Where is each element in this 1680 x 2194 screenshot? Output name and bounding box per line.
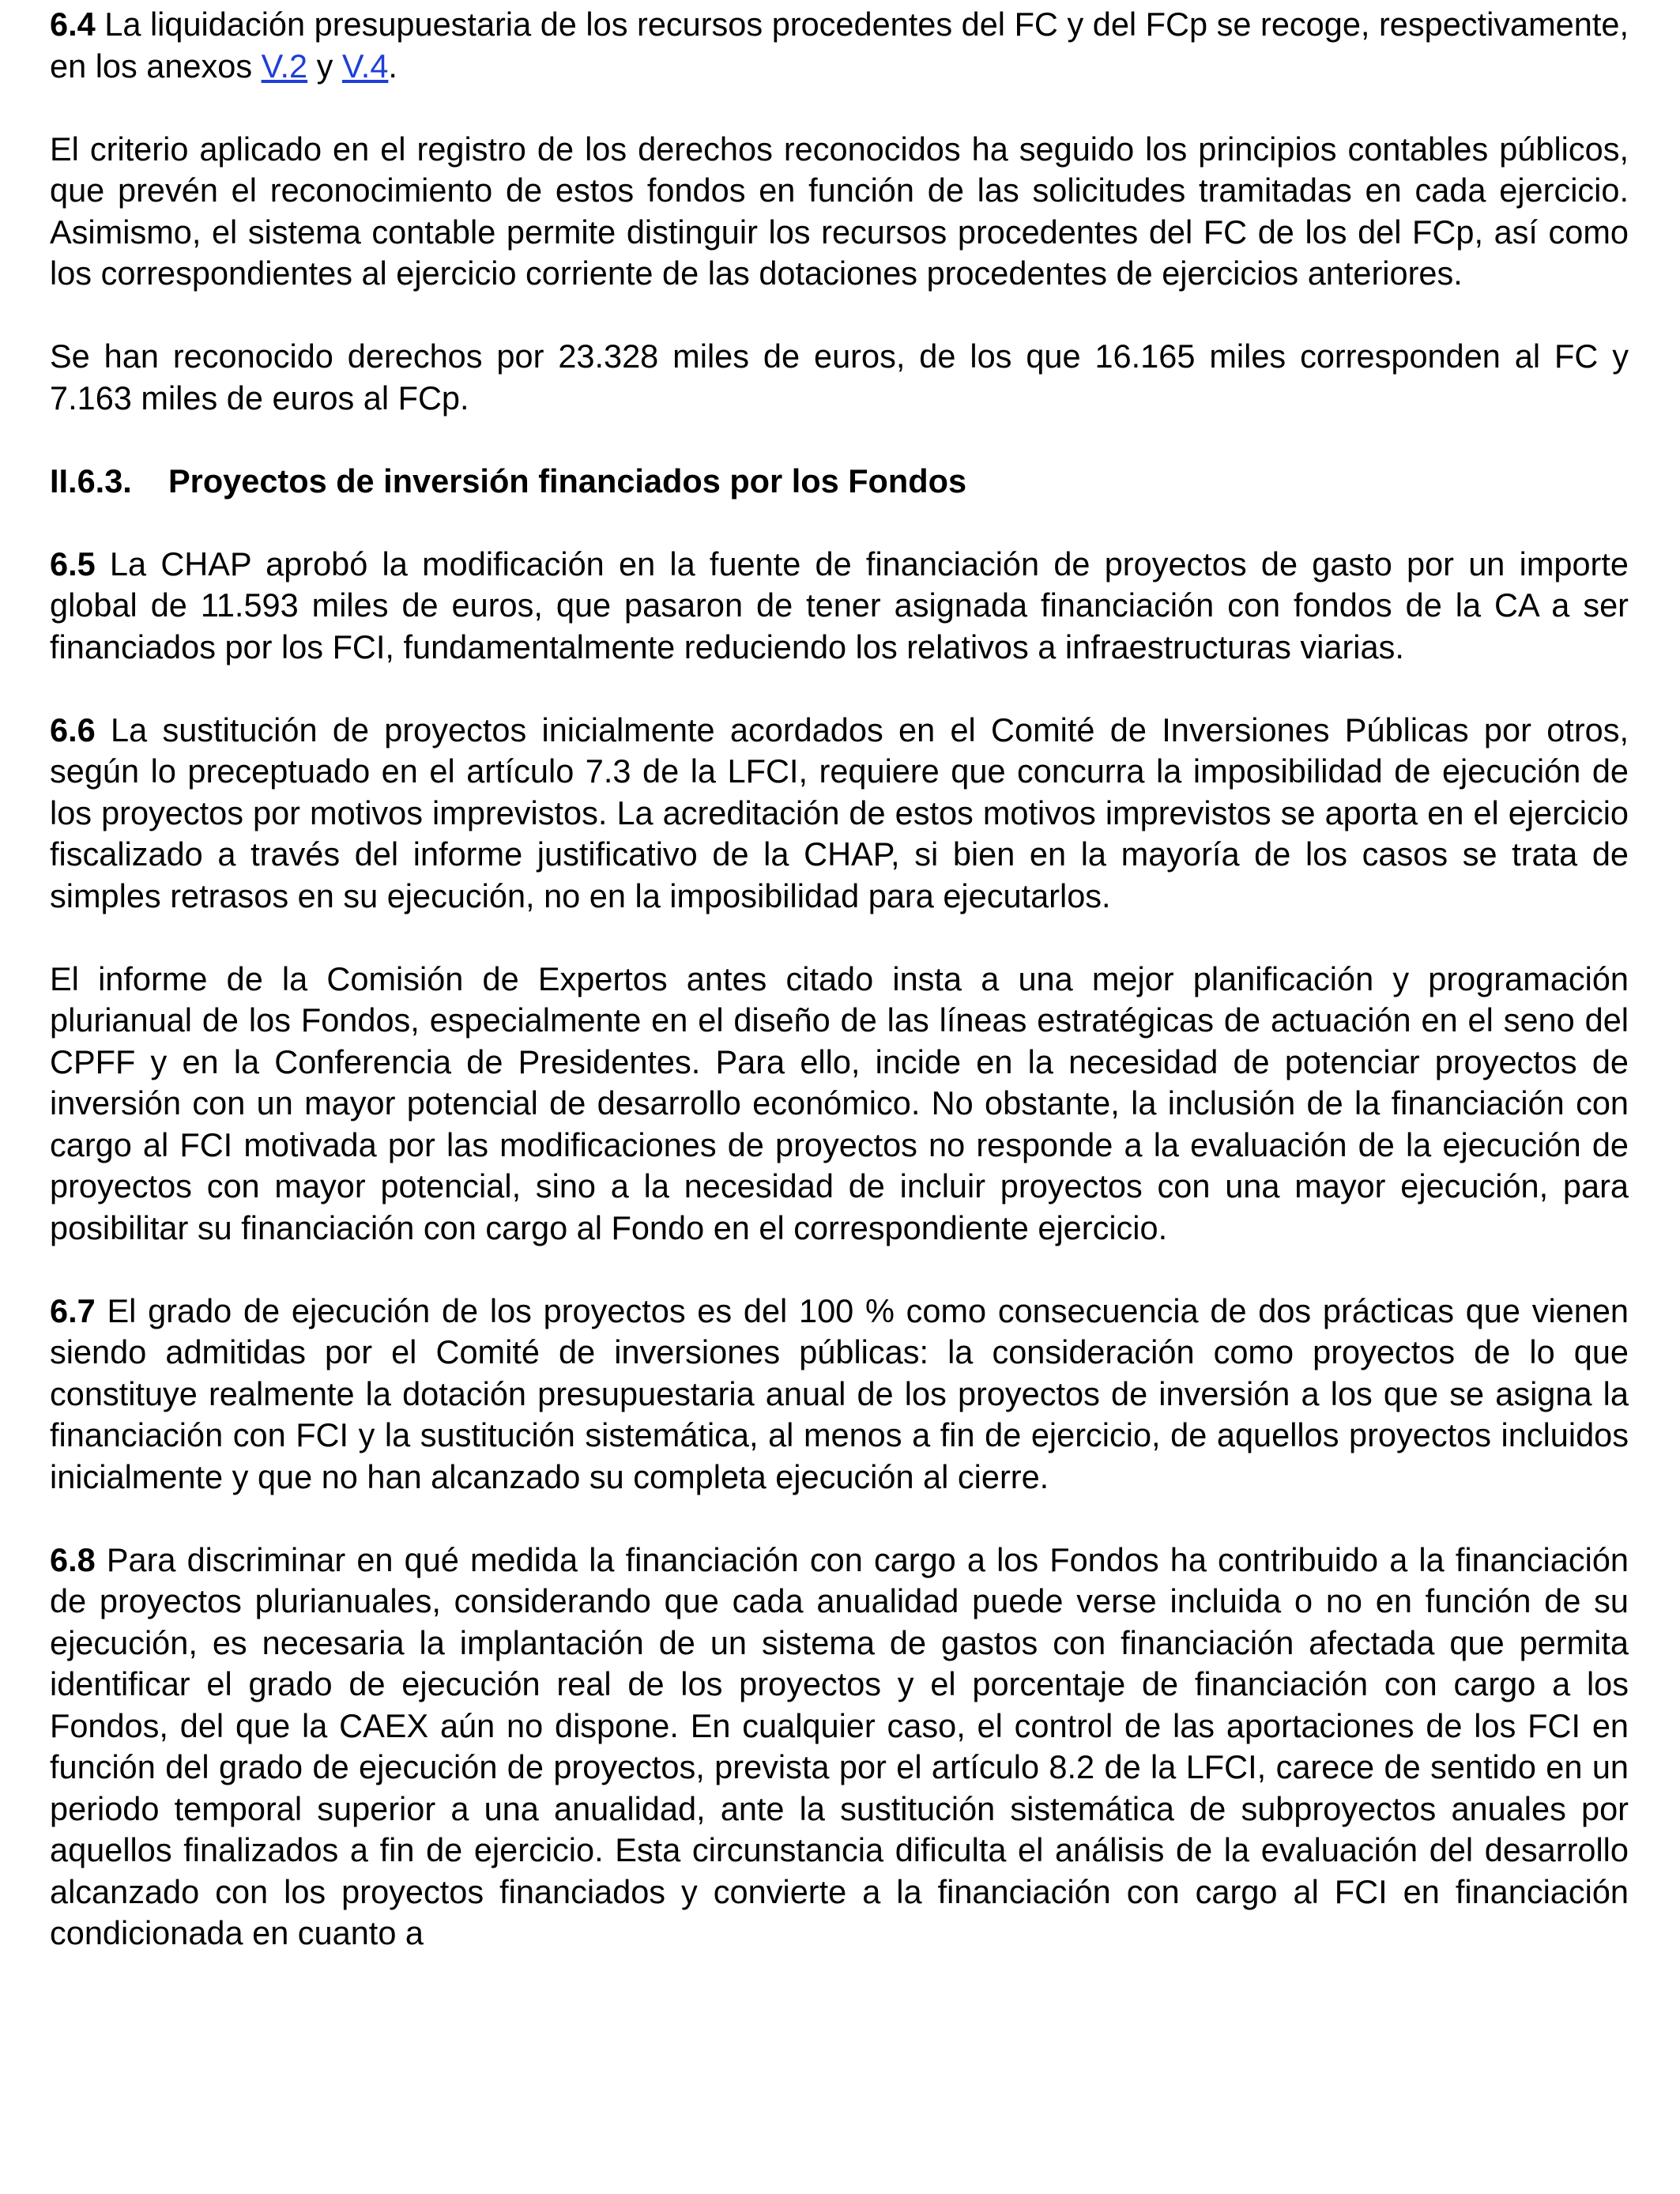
paragraph-number: 6.4 xyxy=(50,6,96,43)
document-page xyxy=(50,4,1629,1996)
paragraph-text: La liquidación presupuestaria de los recursos procedentes del FC y del FCp se recoge, respectivamente, en los anexos xyxy=(50,6,1629,85)
paragraph-6-7 xyxy=(50,1291,1629,1498)
paragraph-number: 6.6 xyxy=(50,711,96,748)
annex-v2-link[interactable]: V.2 xyxy=(261,47,308,85)
paragraph-6-4 xyxy=(50,4,1629,87)
paragraph-text: La CHAP aprobó la modificación en la fuente de financiación de proyectos de gasto por un importe global de 11.593 miles de euros, que pasaron de tener asignada financiación con fondos de la CA a ser financiados por los FCI, fundamentalmente reduciendo los relativos a infraestructuras viarias. xyxy=(50,545,1629,665)
paragraph-6-5 xyxy=(50,544,1629,669)
paragraph-number: 6.5 xyxy=(50,545,96,582)
paragraph-text: El grado de ejecución de los proyectos es del 100 % como consecuencia de dos prácticas que vienen siendo admitidas por el Comité de inversiones públicas: la consideración como proyectos de lo que constituye realmente la dotación presupuestaria anual de los proyectos de inversión a los que se asigna la financiación con FCI y la sustitución sistemática, al menos a fin de ejercicio, de aquellos proyectos incluidos inicialmente y que no han alcanzado su completa ejecución al cierre. xyxy=(50,1291,1629,1495)
paragraph-number: 6.8 xyxy=(50,1540,96,1578)
section-number: II.6.3. xyxy=(50,462,132,499)
section-heading xyxy=(50,461,1629,503)
paragraph-text: Para discriminar en qué medida la financiación con cargo a los Fondos ha contribuido a la financiación de proyectos plurianuales, considerando que cada anualidad puede verse incluida o no en función de su ejecución, es necesaria la implantación de un sistema de gastos con financiación afectada que permita identificar el grado de ejecución real de los proyectos y el porcentaje de financiación con cargo a los Fondos, del que la CAEX aún no dispone. En cualquier caso, el control de las aportaciones de los FCI en función del grado de ejecución de proyectos, prevista por el artículo 8.2 de la LFCI, carece de sentido en un periodo temporal superior a una anualidad, ante la sustitución sistemática de subproyectos anuales por aquellos finalizados a fin de ejercicio. Esta circunstancia dificulta el análisis de la evaluación del desarrollo alcanzado con los proyectos financiados y convierte a la financiación con cargo al FCI en financiación condicionada en cuanto a xyxy=(50,1540,1629,1951)
paragraph-6-6 xyxy=(50,710,1629,918)
paragraph-text: y xyxy=(307,47,342,85)
paragraph-6-8 xyxy=(50,1540,1629,1955)
annex-v4-link[interactable]: V.4 xyxy=(341,47,389,85)
section-title: Proyectos de inversión financiados por los Fondos xyxy=(168,462,967,499)
paragraph-text: La sustitución de proyectos inicialmente acordados en el Comité de Inversiones Públicas por otros, según lo preceptuado en el artículo 7.3 de la LFCI, requiere que concurra la imposibilidad de ejecución de los proyectos por motivos imprevistos. La acreditación de estos motivos imprevistos se aporta en el ejercicio fiscalizado a través del informe justificativo de la CHAP, si bien en la mayoría de los casos se trata de simples retrasos en su ejecución, no en la imposibilidad para ejecutarlos. xyxy=(50,711,1629,914)
paragraph-derechos: Se han reconocido derechos por 23.328 miles de euros, de los que 16.165 miles corresponden al FC y 7.163 miles de euros al FCp. xyxy=(50,337,1629,417)
paragraph-informe: El informe de la Comisión de Expertos antes citado insta a una mejor planificación y programación plurianual de los Fondos, especialmente en el diseño de las líneas estratégicas de actuación en el seno del CPFF y en la Conferencia de Presidentes. Para ello, incide en la necesidad de potenciar proyectos de inversión con un mayor potencial de desarrollo económico. No obstante, la inclusión de la financiación con cargo al FCI motivada por las modificaciones de proyectos no responde a la evaluación de la ejecución de proyectos con mayor potencial, sino a la necesidad de incluir proyectos con una mayor ejecución, para posibilitar su financiación con cargo al Fondo en el correspondiente ejercicio. xyxy=(50,959,1629,1246)
paragraph-text: . xyxy=(388,47,397,85)
paragraph-criterio: El criterio aplicado en el registro de los derechos reconocidos ha seguido los principios contables públicos, que prevén el reconocimiento de estos fondos en función de las solicitudes tramitadas en cada ejercicio. Asimismo, el sistema contable permite distinguir los recursos procedentes del FC de los del FCp, así como los correspondientes al ejercicio corriente de las dotaciones procedentes de ejercicios anteriores. xyxy=(50,130,1629,292)
paragraph-number: 6.7 xyxy=(50,1291,96,1329)
